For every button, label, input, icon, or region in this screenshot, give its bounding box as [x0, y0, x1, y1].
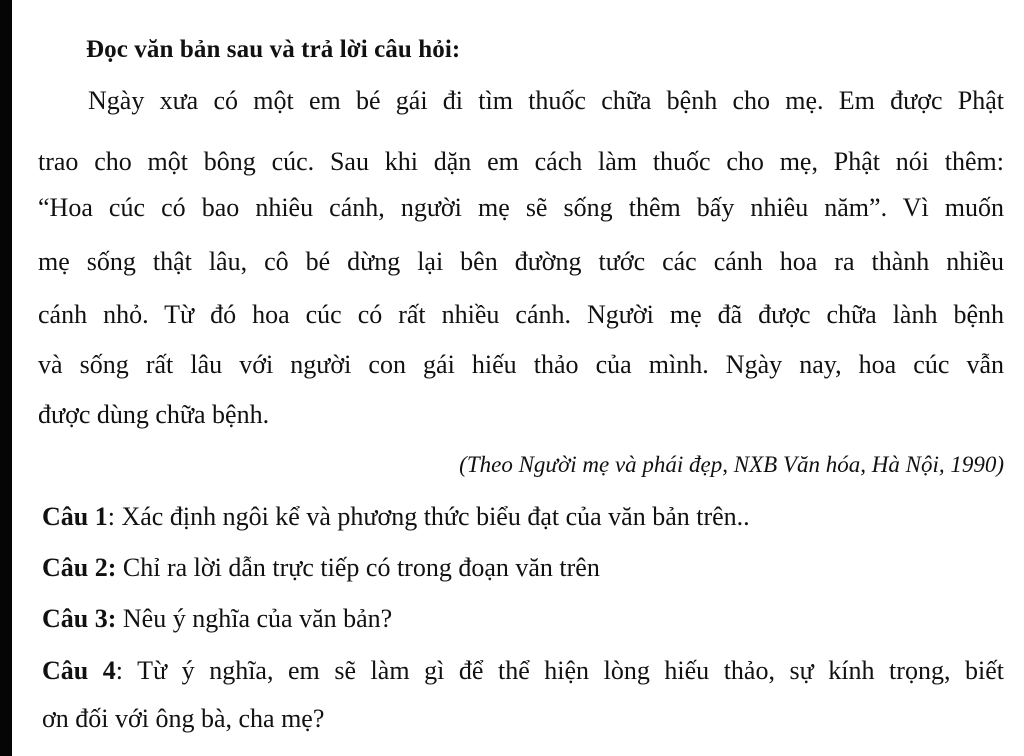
question-text: Chỉ ra lời dẫn trực tiếp có trong đoạn văn trên	[116, 553, 600, 582]
passage-line: mẹ sống thật lâu, cô bé dừng lại bên đường tước các cánh hoa ra thành nhiều	[38, 247, 1004, 276]
passage-line: Ngày xưa có một em bé gái đi tìm thuốc chữa bệnh cho mẹ. Em được Phật	[88, 86, 1004, 115]
question-4	[42, 656, 1004, 686]
passage-line: được dùng chữa bệnh.	[38, 400, 270, 429]
passage-line: cánh nhỏ. Từ đó hoa cúc có rất nhiều cánh. Người mẹ đã được chữa lành bệnh	[38, 300, 1004, 329]
passage-line: trao cho một bông cúc. Sau khi dặn em cách làm thuốc cho mẹ, Phật nói thêm:	[38, 147, 1004, 176]
question-1	[42, 502, 750, 532]
question-4-continued: ơn đối với ông bà, cha mẹ?	[42, 704, 325, 733]
passage-line: “Hoa cúc có bao nhiêu cánh, người mẹ sẽ sống thêm bấy nhiêu năm”. Vì muốn	[38, 193, 1004, 222]
heading: Đọc văn bản sau và trả lời câu hỏi:	[86, 36, 461, 63]
document-page	[38, 0, 1008, 756]
passage-line: và sống rất lâu với người con gái hiếu thảo của mình. Ngày nay, hoa cúc vẫn	[38, 350, 1004, 379]
question-label: Câu 4	[42, 656, 116, 685]
question-text: Nêu ý nghĩa của văn bản?	[116, 604, 393, 633]
question-3	[42, 604, 392, 634]
question-text: Từ ý nghĩa, em sẽ làm gì để thể hiện lòng hiếu thảo, sự kính trọng, biết	[123, 656, 1004, 685]
question-text: Xác định ngôi kể và phương thức biểu đạt của văn bản trên..	[114, 502, 750, 531]
left-border-bar	[0, 0, 12, 756]
question-label: Câu 2:	[42, 553, 117, 582]
question-separator: :	[107, 502, 115, 531]
source-citation: (Theo Người mẹ và phái đẹp, NXB Văn hóa, Hà Nội, 1990)	[459, 452, 1004, 477]
question-separator: :	[115, 656, 124, 685]
question-label: Câu 1	[42, 502, 108, 531]
question-label: Câu 3:	[42, 604, 117, 633]
question-2	[42, 553, 600, 583]
